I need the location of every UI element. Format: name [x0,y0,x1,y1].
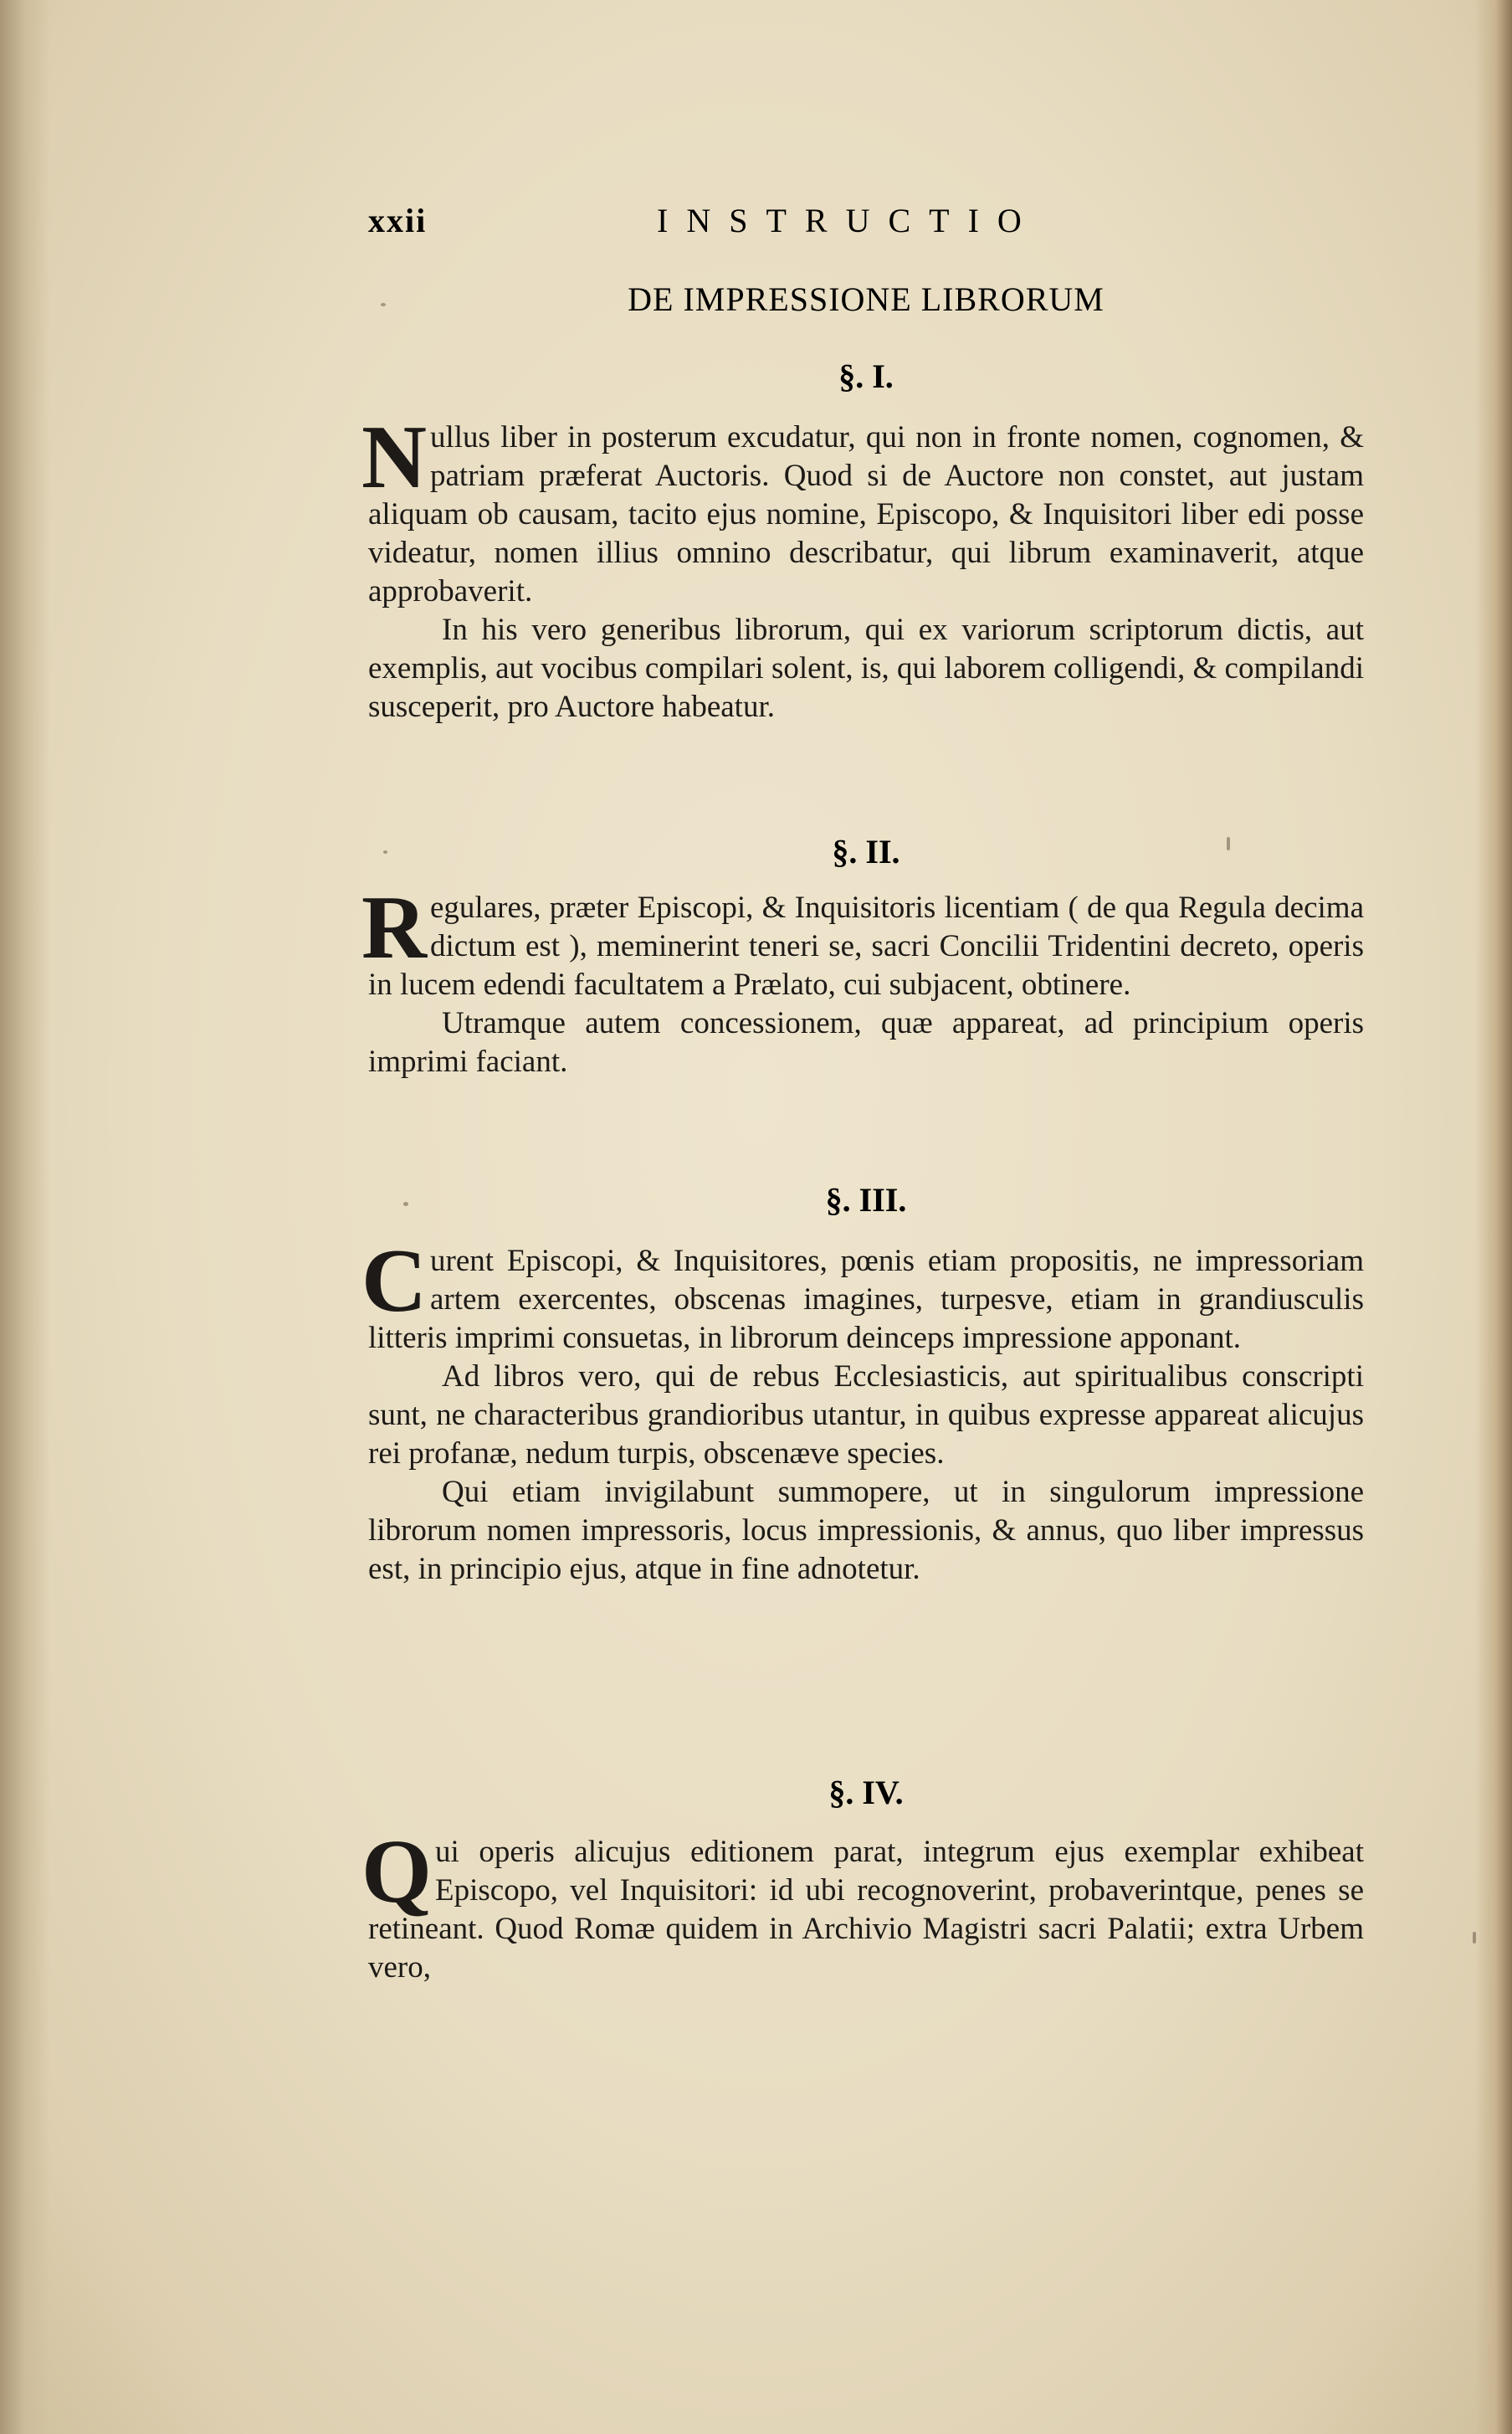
dropcap-n: N [361,408,427,507]
running-title: INSTRUCTIO [657,202,1040,239]
section-mark-2: §. II. [832,833,900,870]
paragraph-text: ullus liber in posterum excudatur, qui non in fronte nomen, cognomen, & patriam præferat Auctoris. Quod si de Auctore non constet, aut justam aliquam ob causam, tacito ejus nomine, Episcopo, & Inquisitori liber edi posse videatur, nomen illius omnino describatur, qui librum examinaverit, atque approbaverit. [368,420,1364,608]
dropcap-c: C [361,1231,427,1331]
section-3-paragraph-2: Ad libros vero, qui de rebus Ecclesiasticis, aut spiritualibus conscripti sunt, ne characteribus grandioribus utantur, in quibus expresse appareat alicujus rei profanæ, nedum turpis, obscenæve species. [368,1359,1364,1471]
section-1-paragraph-2: In his vero generibus librorum, qui ex variorum scriptorum dictis, aut exemplis, aut vocibus compilari solent, is, qui laborem colligendi, & compilandi susceperit, pro Auctore habeatur. [368,613,1364,724]
paragraph-text: egulares, præter Episcopi, & Inquisitoris licentiam ( de qua Regula decima dictum est ), meminerint teneri se, sacri Concilii Tridentini decreto, operis in lucem edendi facultatem a Prælato, cui subjacent, obtinere. [368,891,1364,1002]
section-3-paragraph-3: Qui etiam invigilabunt summopere, ut in singulorum impressione librorum nomen impressoris, locus impressionis, & annus, quo liber impressus est, in principio ejus, atque in fine adnotetur. [368,1475,1364,1586]
section-mark-3: §. III. [825,1181,907,1219]
section-2-paragraph-2: Utramque autem concessionem, quæ appareat, ad principium operis imprimi faciant. [368,1006,1364,1079]
paper-speck [383,850,387,854]
paper-speck [1227,837,1230,850]
section-2-paragraph-1 [361,878,1364,1004]
section-4-body [361,1822,1364,1987]
running-head [368,201,1364,243]
dropcap-r: R [361,878,427,978]
paper-speck [381,303,386,306]
dropcap-q: Q [361,1822,433,1922]
section-3-paragraph-1 [361,1231,1364,1358]
paragraph-text: urent Episcopi, & Inquisitores, pœnis etiam propositis, ne impressoriam artem exercentes, obscenas imagines, turpesve, etiam in grandiusculis litteris imprimi consuetas, in librorum deinceps impressione apponant. [368,1244,1364,1355]
chapter-title: DE IMPRESSIONE LIBRORUM [628,280,1105,318]
paragraph-text: ui operis alicujus editionem parat, integrum ejus exemplar exhibeat Episcopo, vel Inquisitori: id ubi recognoverint, probaverintque, penes se retineant. Quod Romæ quidem in Archivio Magistri sacri Palatii; extra Urbem vero, [368,1835,1364,1985]
section-2-body [361,878,1364,1081]
section-1-body [361,408,1364,727]
section-mark-1: §. I. [838,357,894,395]
paper-speck [403,1202,408,1206]
page-number: xxii [368,202,428,239]
paper-speck [1473,1932,1476,1944]
section-3-body [361,1231,1364,1589]
section-mark-4: §. IV. [828,1774,904,1811]
section-4-paragraph-1 [361,1822,1364,1987]
section-1-paragraph-1 [361,408,1364,611]
